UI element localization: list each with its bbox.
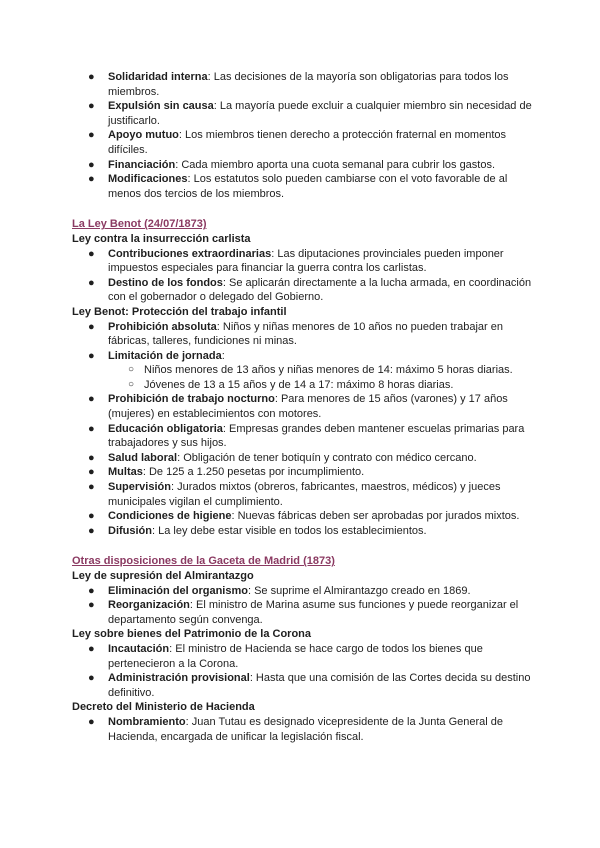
item-term: Prohibición de trabajo nocturno [108,393,275,406]
bullet-icon: ● [88,349,95,362]
subheading-carlista: Ley contra la insurrección carlista [72,232,251,245]
item-term: Limitación de jornada [108,349,222,362]
infantil-list [72,320,532,539]
item-term: Modificaciones [108,173,188,186]
section-title-otras-disposiciones[interactable]: Otras disposiciones de la Gaceta de Madrid (1873) [72,555,335,568]
item-text: : La mayoría puede excluir a cualquier miembro sin necesidad de justificarlo. [108,100,532,127]
item-text: : Los estatutos solo pueden cambiarse con el voto favorable de al menos dos tercios de los miembros. [108,173,508,200]
item-term: Apoyo mutuo [108,129,179,142]
list-item [72,99,532,128]
item-text: : Jurados mixtos (obreros, fabricantes, maestros, médicos) y jueces municipales vigilan el cumplimiento. [108,481,501,508]
list-item [72,70,532,99]
bullet-icon: ● [88,524,95,537]
bullet-icon: ● [88,158,95,171]
hacienda-list [72,715,532,744]
item-text: : Nuevas fábricas deben ser aprobadas por jurados mixtos. [231,510,520,523]
list-item [72,598,532,627]
list-item [72,509,532,524]
document-content [72,70,532,744]
list-item [72,524,532,539]
item-text: : Se aplicarán directamente a la lucha armada, en coordinación con el gobernador o delegado del Gobierno. [108,276,532,304]
bullet-icon: ● [88,393,95,406]
item-term: Nombramiento [108,715,186,728]
bullet-icon: ● [88,173,95,186]
item-text: : Cada miembro aporta una cuota semanal para cubrir los gastos. [175,158,496,171]
subheading-infantil: Ley Benot: Protección del trabajo infantil [72,305,287,318]
item-text: : La ley debe estar visible en todos los establecimientos. [152,524,427,537]
item-term: Salud laboral [108,451,178,464]
list-item [72,349,532,393]
list-item [72,276,532,305]
list-item [72,465,532,480]
bullet-icon: ● [88,422,95,435]
item-term: Expulsión sin causa [108,100,214,113]
bullet-icon: ● [88,466,95,479]
item-text: : Juan Tutau es designado vicepresidente de la Junta General de Hacienda, encargada de unificar la legislación fiscal. [108,715,504,743]
item-text: : Obligación de tener botiquín y contrato con médico cercano. [177,451,477,464]
item-term: Contribuciones extraordinarias [108,247,272,260]
item-text: : De 125 a 1.250 pesetas por incumplimiento. [142,466,365,479]
item-text: : Las decisiones de la mayoría son obligatorias para todos los miembros. [108,71,509,98]
list-item [72,715,532,744]
item-term: Solidaridad interna [108,71,208,83]
bullet-icon: ● [88,247,95,260]
bullet-icon: ● [88,100,95,113]
item-text: : Empresas grandes deben mantener escuelas primarias para trabajadores y sus hijos. [108,422,525,450]
hollow-bullet-icon: ○ [128,378,135,390]
item-term: Educación obligatoria [108,422,223,435]
bullet-icon: ● [88,276,95,289]
sub-list-item [72,363,532,378]
bullet-icon: ● [88,584,95,597]
subheading-patrimonio: Ley sobre bienes del Patrimonio de la Corona [72,628,312,641]
item-text: : Hasta que una comisión de las Cortes decida su destino definitivo. [108,672,531,699]
statutes-list [72,70,532,201]
list-item [72,480,532,509]
item-term: Prohibición absoluta [108,320,217,333]
item-text: : El ministro de Hacienda se hace cargo de todos los bienes que pertenecieron a la Corona. [108,642,483,670]
item-term: Administración provisional [108,672,250,685]
item-text: : Niños y niñas menores de 10 años no pueden trabajar en fábricas, talleres, fundiciones ni minas. [108,320,503,348]
sub-list-item [72,378,532,393]
item-text: : El ministro de Marina asume sus funciones y puede reorganizar el departamento según convenga. [108,599,519,626]
subheading-hacienda: Decreto del Ministerio de Hacienda [72,701,255,714]
item-text: : [221,349,225,362]
item-term: Difusión [108,524,152,537]
bullet-icon: ● [88,510,95,523]
item-text: : Para menores de 15 años (varones) y 17 años (mujeres) en establecimientos con motores. [108,393,508,421]
list-item [72,158,532,173]
bullet-icon: ● [88,320,95,333]
bullet-icon: ● [88,672,95,685]
list-item [72,422,532,451]
item-text: : Se suprime el Almirantazgo creado en 1869. [247,584,471,597]
item-term: Supervisión [108,481,171,494]
item-term: Incautación [108,642,170,655]
item-term: Multas [108,466,143,479]
sub-item-text: Jóvenes de 13 a 15 años y de 14 a 17: máximo 8 horas diarias. [144,378,454,391]
hollow-bullet-icon: ○ [128,364,135,376]
list-item [72,172,532,201]
item-term: Destino de los fondos [108,276,223,289]
almirantazgo-list [72,584,532,628]
bullet-icon: ● [88,599,95,612]
item-text: : Las diputaciones provinciales pueden imponer impuestos especiales para financiar la guerra contra los carlistas. [108,247,504,275]
bullet-icon: ● [88,451,95,464]
bullet-icon: ● [88,715,95,728]
list-item [72,320,532,349]
item-term: Financiación [108,158,176,171]
subheading-almirantazgo: Ley de supresión del Almirantazgo [72,570,254,582]
jornada-sublist [72,363,532,392]
item-term: Reorganización [108,599,190,612]
item-text: : Los miembros tienen derecho a protección fraternal en momentos difíciles. [108,129,507,156]
list-item [72,247,532,276]
item-term: Condiciones de higiene [108,510,232,523]
patrimonio-list [72,642,532,700]
list-item [72,642,532,671]
sub-item-text: Niños menores de 13 años y niñas menores de 14: máximo 5 horas diarias. [144,364,513,377]
list-item [72,451,532,466]
bullet-icon: ● [88,481,95,494]
list-item [72,671,532,700]
bullet-icon: ● [88,129,95,142]
bullet-icon: ● [88,642,95,655]
list-item [72,584,532,599]
bullet-icon: ● [88,71,95,83]
carlista-list [72,247,532,305]
list-item [72,392,532,421]
list-item [72,128,532,157]
item-term: Eliminación del organismo [108,584,248,597]
section-title-ley-benot[interactable]: La Ley Benot (24/07/1873) [72,218,207,231]
